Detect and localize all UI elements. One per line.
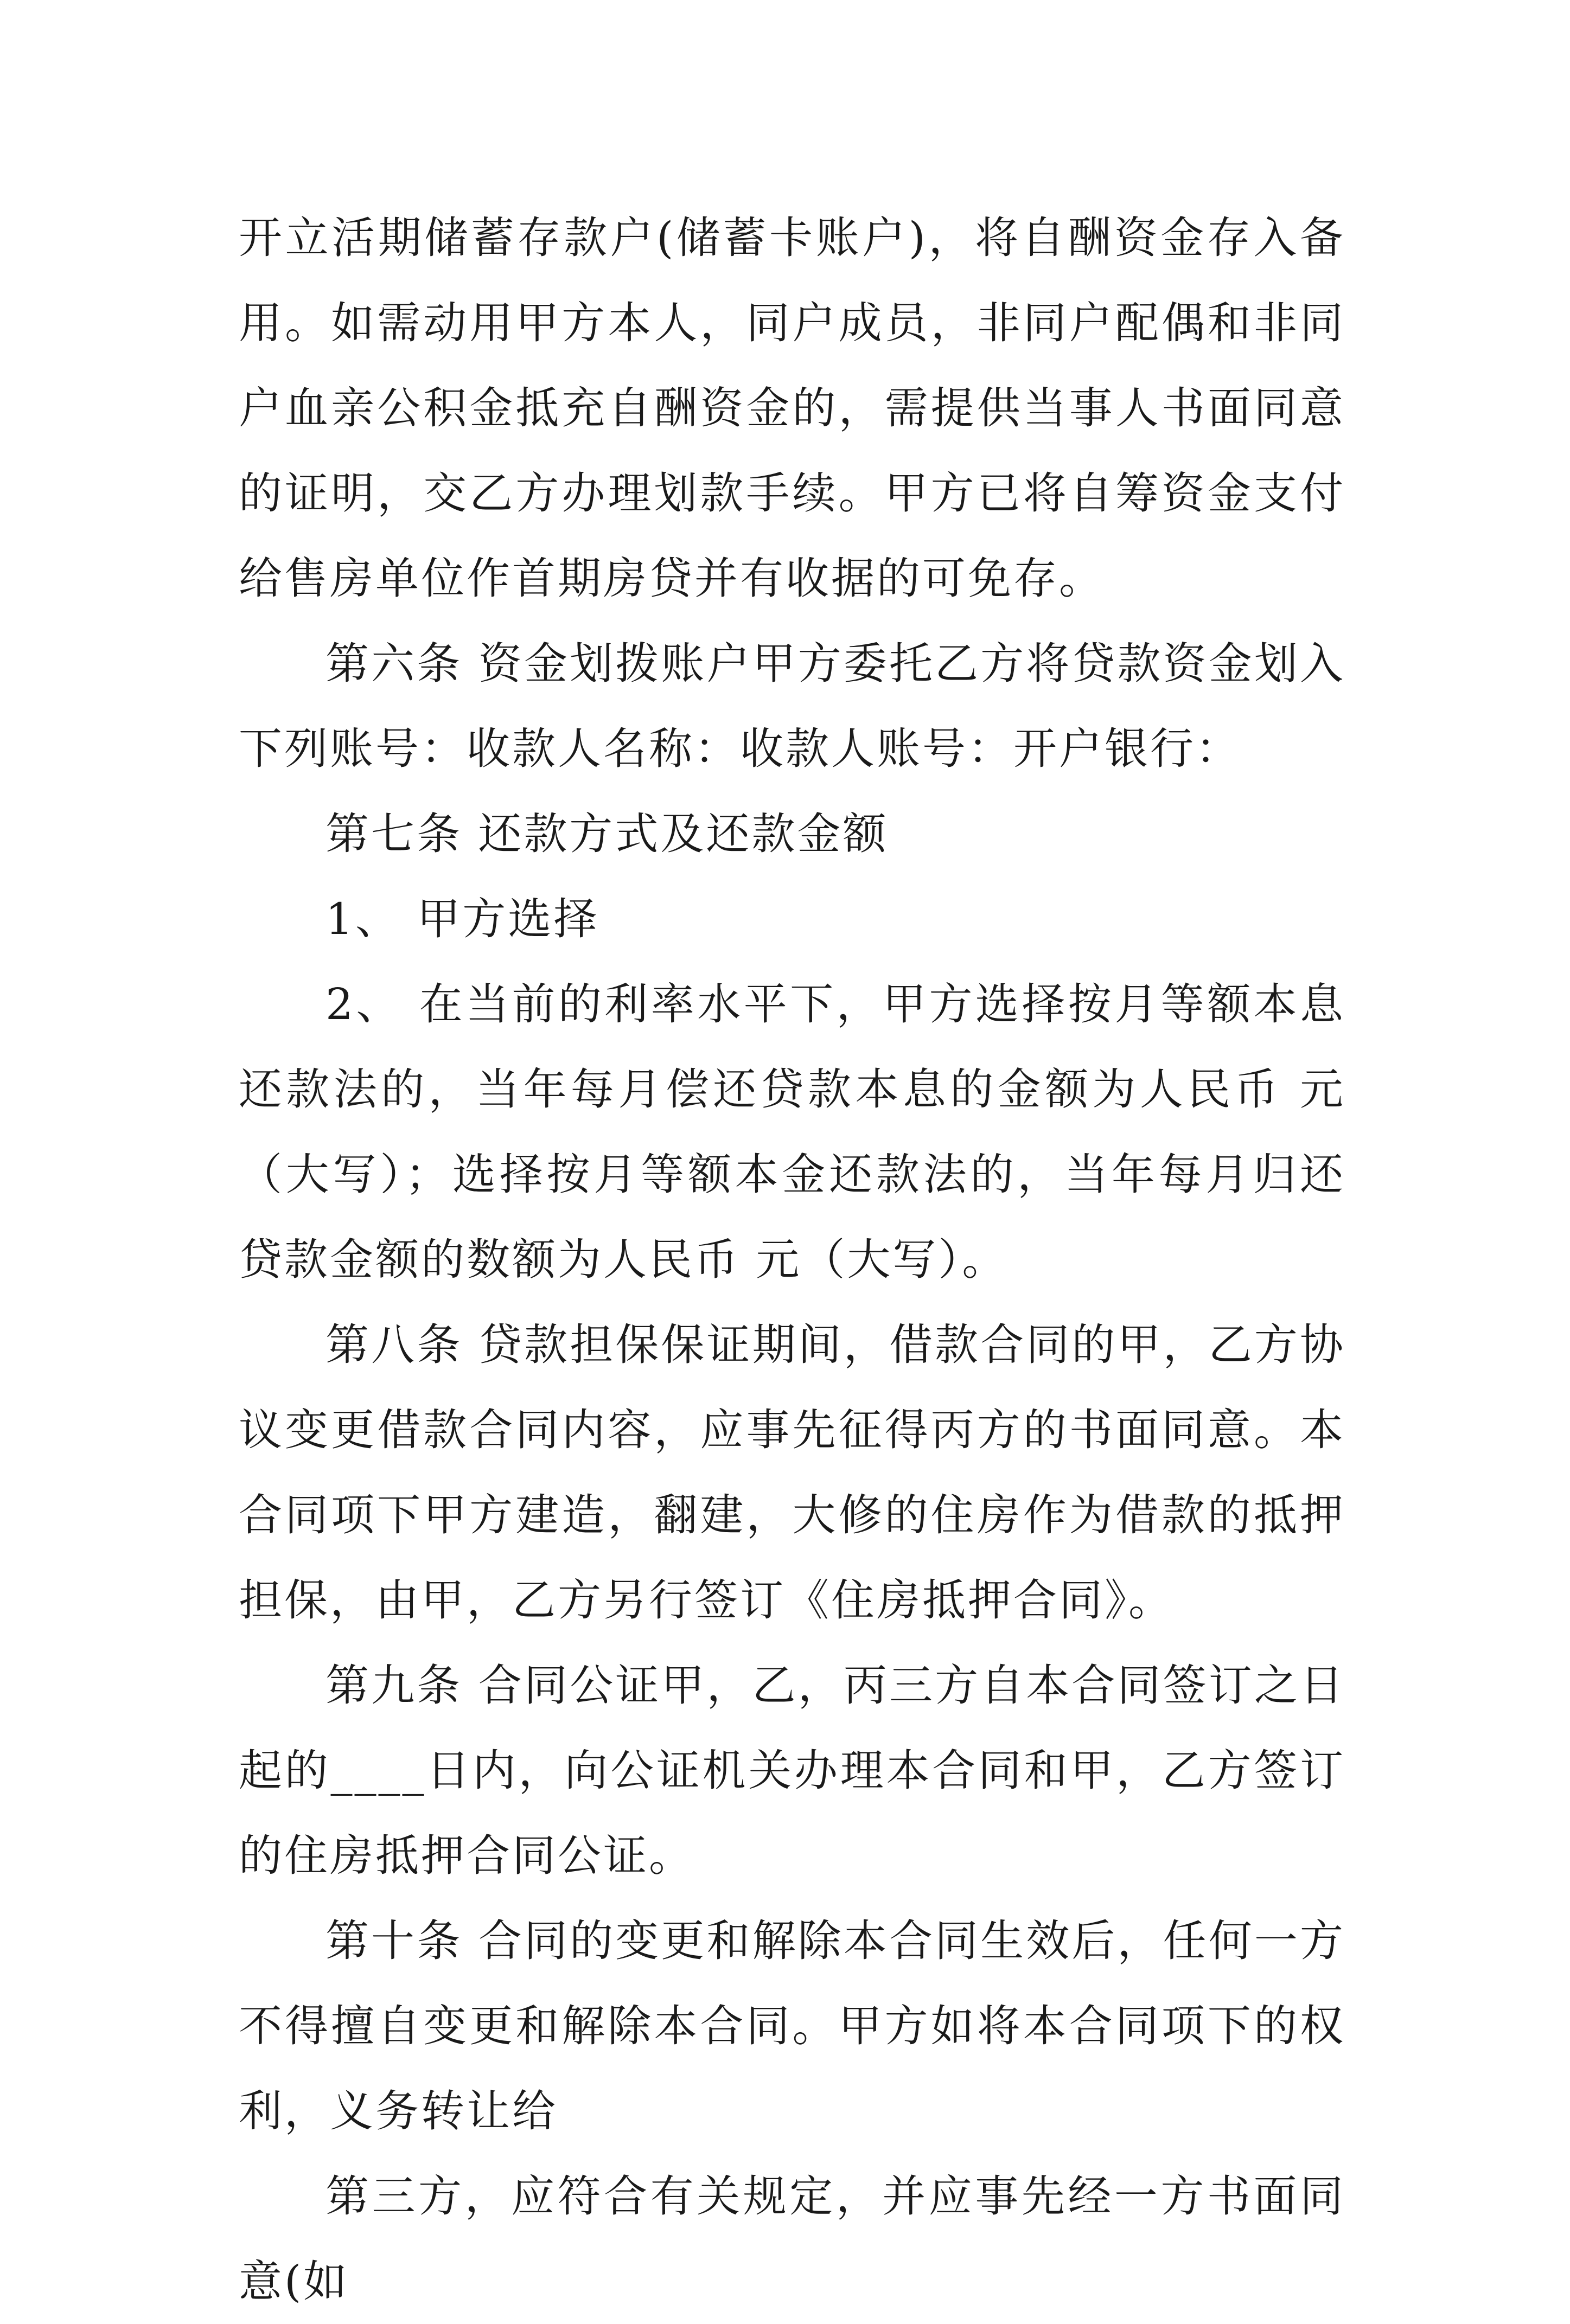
paragraph-continuation: 开立活期储蓄存款户(储蓄卡账户)，将自酬资金存入备用。如需动用甲方本人，同户成员，非同户配偶和非同户血亲公积金抵充自酬资金的，需提供当事人书面同意的证明，交乙方办理划款手续。甲方已将自筹资金支付给售房单位作首期房贷并有收据的可免存。 bbox=[239, 213, 1345, 604]
paragraph-item-1: 1、 甲方选择 bbox=[326, 894, 599, 944]
paragraph-article-8: 第八条 贷款担保保证期间，借款合同的甲，乙方协议变更借款合同内容，应事先征得丙方的书面同意。本合同项下甲方建造，翻建，大修的住房作为借款的抵押担保，由甲，乙方另行签订《住房抵押合同》。 bbox=[239, 1320, 1345, 1625]
paragraph-article-10: 第十条 合同的变更和解除本合同生效后，任何一方不得擅自变更和解除本合同。甲方如将本合同项下的权利，义务转让给 bbox=[239, 1916, 1345, 2136]
paragraph-article-7: 第七条 还款方式及还款金额 bbox=[326, 809, 889, 859]
document-body bbox=[239, 195, 1345, 2324]
paragraph-third-party: 第三方，应符合有关规定，并应事先经一方书面同意(如 bbox=[239, 2171, 1345, 2307]
paragraph-article-6: 第六条 资金划拨账户甲方委托乙方将贷款资金划入下列账号：收款人名称：收款人账号：开户银行： bbox=[239, 638, 1345, 774]
paragraph-item-2: 2、 在当前的利率水平下，甲方选择按月等额本息还款法的，当年每月偿还贷款本息的金额为人民币 元（大写）；选择按月等额本金还款法的，当年每月归还贷款金额的数额为人民币 元（大写）。 bbox=[239, 979, 1345, 1285]
paragraph-article-9: 第九条 合同公证甲，乙，丙三方自本合同签订之日起的____日内，向公证机关办理本合同和甲，乙方签订的住房抵押合同公证。 bbox=[239, 1660, 1345, 1881]
